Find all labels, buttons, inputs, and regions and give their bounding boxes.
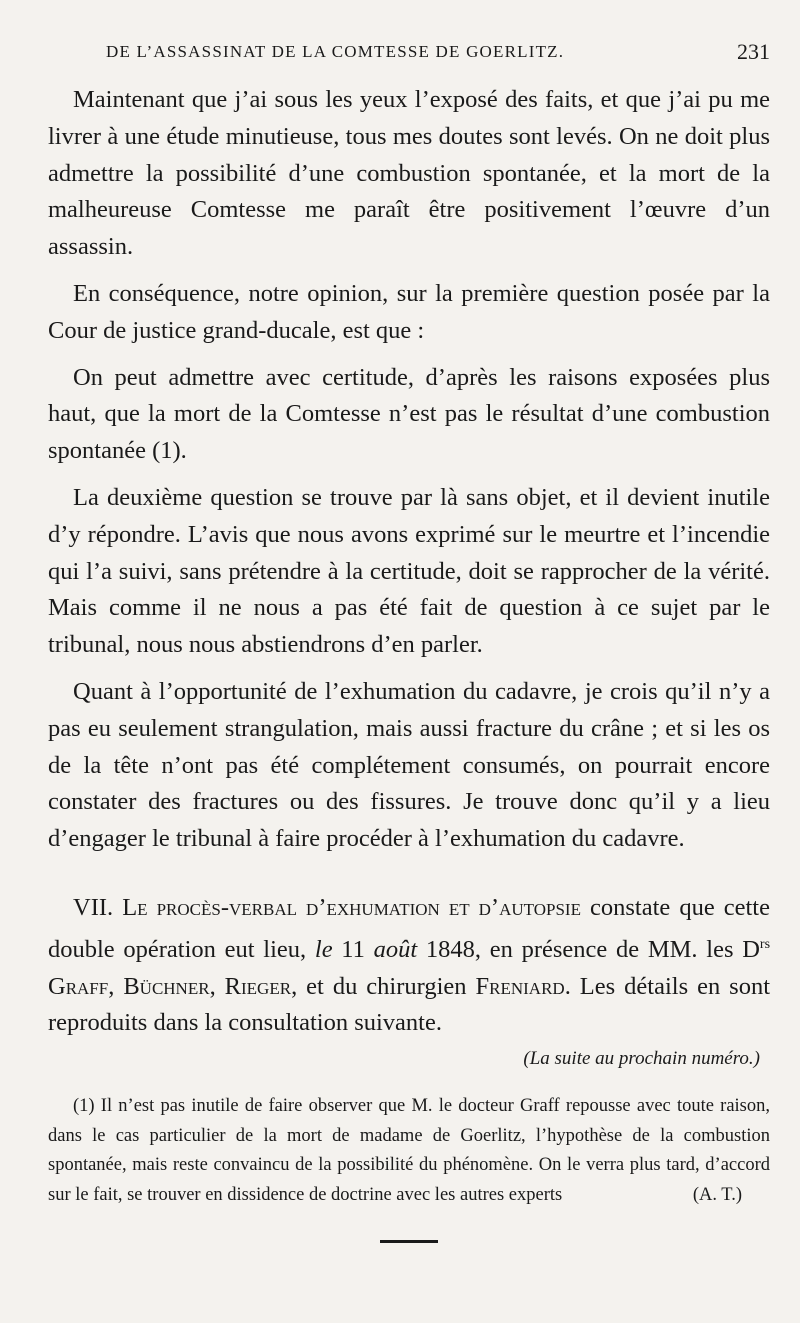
section-lead: Le procès-verbal d’exhumation et d’autopsie (122, 893, 581, 921)
person-name: Freniard (475, 972, 565, 1000)
separator: , (108, 972, 124, 1000)
paragraph: On peut admettre avec certitude, d’après les raisons exposées plus haut, que la mort de la Comtesse n’est pas le résultat d’une combustion spontanée (1). (48, 363, 770, 465)
section-numeral: VII. (73, 893, 114, 921)
person-name: Büchner (123, 972, 210, 1000)
paragraph: En conséquence, notre opinion, sur la première question posée par la Cour de justice grand-ducale, est que : (48, 279, 770, 344)
section-text: constate que cette double opération eut lieu, (48, 893, 770, 963)
page-number: 231 (737, 39, 770, 64)
date-part: 11 (332, 935, 374, 963)
section-text: , en présence de MM. les D (474, 935, 760, 963)
paragraph: Quant à l’opportunité de l’exhumation du cadavre, je crois qu’il n’y a pas eu seulement strangulation, mais aussi fracture du crâne ; et si les os de la tête n’ont pas été complétement consumés, on pourrait encore constater des fractures ou des fissures. Je trouve donc qu’il y a lieu d’engager le tribunal à faire procéder à l’exhumation du cadavre. (48, 677, 770, 853)
separator: , (209, 972, 225, 1000)
book-page (48, 30, 770, 1243)
footnote-text: (1) Il n’est pas inutile de faire observer que M. le docteur Graff repousse avec toute raison, dans le cas particulier de la mort de madame de Goerlitz, l’hypothèse de la combustion spontanée, mais reste convaincu de la possibilité du phénomène. On le verra plus tard, d’accord sur le fait, se trouver en dissidence de doctrine avec les autres experts (48, 1096, 770, 1205)
person-name: Graff (48, 972, 109, 1000)
running-head (48, 30, 770, 64)
doctor-suffix: rs (759, 936, 771, 952)
section-text: . Les détails en sont reproduits dans la consultation suivante. (48, 972, 771, 1037)
section-vii-paragraph (48, 890, 770, 1042)
date-part: le (314, 935, 333, 963)
footnote (48, 1092, 770, 1210)
running-title: DE L’ASSASSINAT DE LA COMTESSE DE GOERLITZ. (106, 42, 565, 61)
paragraph: La deuxième question se trouve par là sans objet, et il devient inutile d’y répondre. L’avis que nous avons exprimé sur le meurtre et l’incendie qui l’a suivi, sans prétendre à la certitude, doit se rapprocher de la vérité. Mais comme il ne nous a pas été fait de question à ce sujet par le tribunal, nous nous abstiendrons d’en parler. (48, 483, 770, 659)
to-be-continued-note: (La suite au prochain numéro.) (523, 1048, 760, 1070)
footnote-signature: (A. T.) (692, 1184, 742, 1205)
date-part: 1848 (417, 935, 475, 963)
date-part: août (373, 935, 418, 963)
section-text: , et du chirurgien (291, 972, 476, 1000)
paragraph: Maintenant que j’ai sous les yeux l’exposé des faits, et que j’ai pu me livrer à une étude minutieuse, tous mes doutes sont levés. On ne doit plus admettre la possibilité d’une combustion spontanée, et la mort de la malheureuse Comtesse me paraît être positivement l’œuvre d’un assassin. (48, 86, 770, 261)
end-rule (380, 1240, 438, 1243)
body-text (48, 82, 770, 1243)
person-name: Rieger (224, 972, 292, 1000)
